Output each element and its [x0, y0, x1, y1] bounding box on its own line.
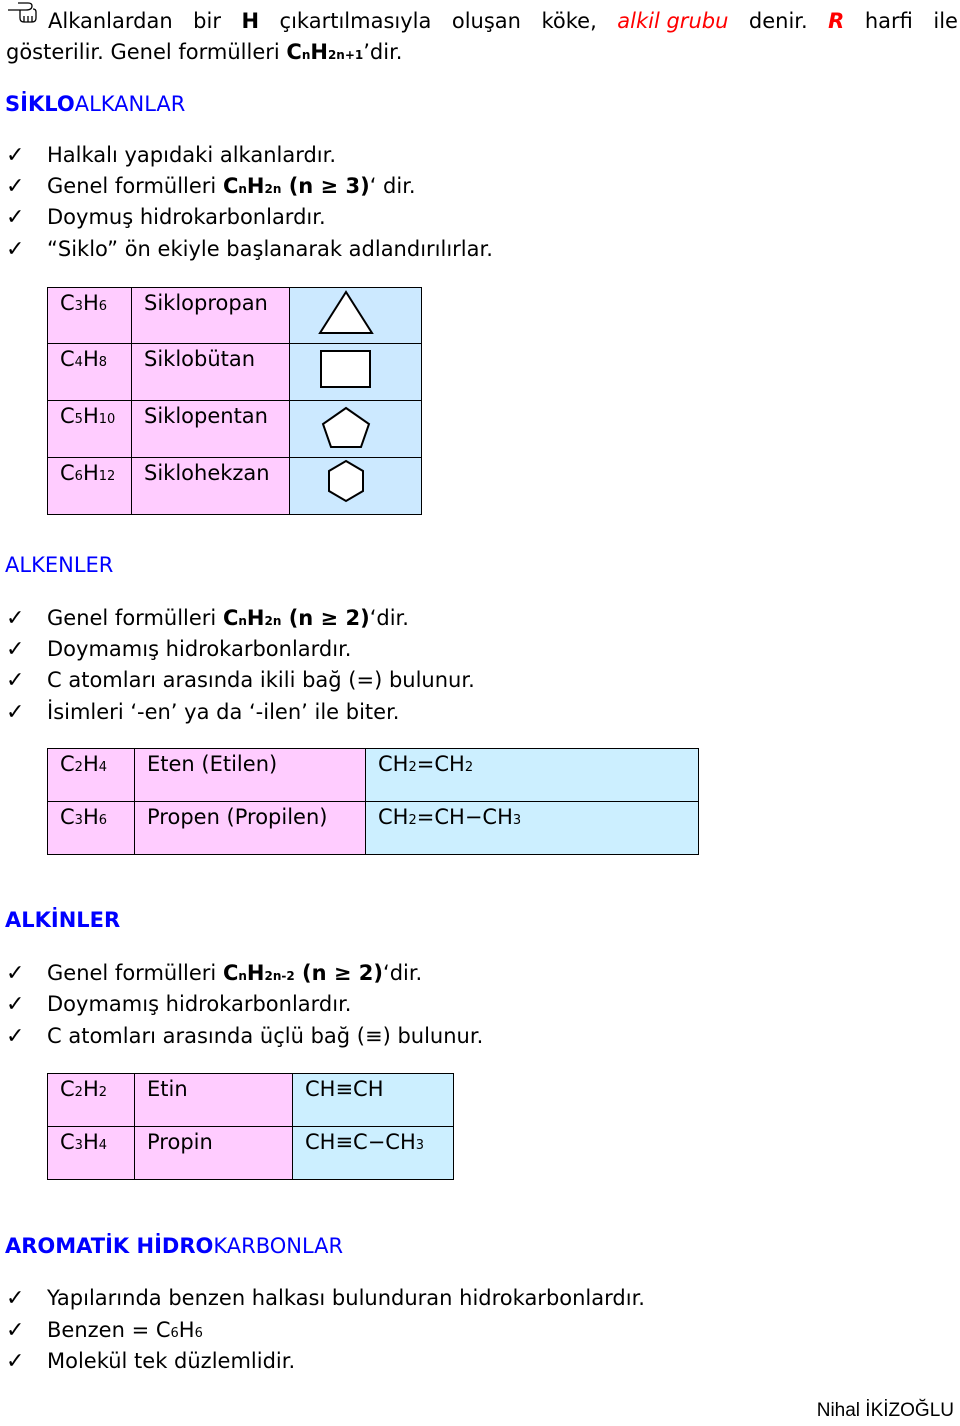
intro-word: oluşan [451, 9, 521, 33]
structure-cell [293, 1074, 454, 1127]
bullet-text: Genel formülleri [47, 606, 223, 630]
compound-name: Siklopropan [144, 291, 268, 315]
heading-part: KARBONLAR [213, 1234, 344, 1258]
bullet-text: Doymamış hidrokarbonlardır. [47, 992, 352, 1016]
formula-c: C [60, 805, 75, 829]
compound-name: Eten (Etilen) [147, 752, 278, 776]
bullet-text: C atomları arasında ikili bağ (=) bulunur. [47, 668, 475, 692]
check-icon: ✓ [6, 1024, 25, 1049]
section-heading-alkinler: ALKİNLER [5, 908, 121, 932]
bullet-text: Halkalı yapıdaki alkanlardır. [47, 143, 337, 167]
check-icon: ✓ [6, 1318, 25, 1343]
formula-c: C [222, 174, 239, 198]
bullet-formula [47, 1318, 203, 1342]
name-cell [135, 802, 366, 855]
formula-index: 12 [98, 469, 116, 484]
formula-cell [48, 749, 135, 802]
bullet-text: Benzen = C [47, 1318, 171, 1342]
formula-index: 3 [415, 1138, 425, 1153]
formula-h: H [82, 291, 99, 315]
compound-name: Propen (Propilen) [147, 805, 328, 829]
check-icon: ✓ [6, 668, 25, 693]
formula-h: H [82, 1130, 99, 1154]
formula-index: 2 [74, 760, 83, 775]
structure-part: CH≡CH [305, 1077, 384, 1101]
formula-c: C [286, 40, 302, 64]
formula-index: 2 [408, 760, 417, 775]
pentagon-icon [290, 401, 421, 452]
alkyne-table [47, 1073, 454, 1180]
formula-h: H [178, 1318, 195, 1342]
name-cell [132, 458, 290, 515]
check-icon: ✓ [6, 237, 25, 262]
bullet-text: İsimleri ‘-en’ ya da ‘-ilen’ ile biter. [47, 700, 400, 724]
name-cell [135, 749, 366, 802]
check-icon: ✓ [6, 143, 25, 168]
formula-index: 4 [98, 760, 108, 775]
structure-part: −CH [464, 805, 513, 829]
intro-word: ile [933, 9, 958, 33]
formula-index: 2 [74, 1085, 83, 1100]
structure-cell [366, 749, 699, 802]
compound-name: Siklopentan [144, 404, 268, 428]
formula-c: C [60, 347, 75, 371]
structure-part: CH≡C−CH [305, 1130, 416, 1154]
bullet-text: ‘dir. [369, 606, 409, 630]
compound-name: Propin [147, 1130, 213, 1154]
check-icon: ✓ [6, 961, 25, 986]
formula-index: 6 [170, 1326, 179, 1341]
heading-part: ALKANLAR [74, 92, 186, 116]
section-heading-sikloalkanlar [5, 92, 185, 116]
formula-cell [48, 344, 132, 401]
bullet-text: Genel formülleri [47, 174, 223, 198]
intro-word: bir [193, 9, 221, 33]
bullet-text: Genel formülleri [47, 961, 223, 985]
bullet-formula [47, 174, 416, 198]
formula-c: C [60, 1130, 75, 1154]
formula-index: n [238, 182, 247, 196]
table-row [48, 288, 422, 344]
bullet-text: C atomları arasında üçlü bağ (≡) bulunur. [47, 1024, 484, 1048]
bullet-text: ‘dir. [383, 961, 423, 985]
bullet-formula [47, 606, 409, 630]
formula-c: C [60, 1077, 75, 1101]
formula-index: 3 [74, 1138, 83, 1153]
intro-word: köke, [541, 9, 597, 33]
bullet-formula [47, 961, 422, 985]
check-icon: ✓ [6, 992, 25, 1017]
triangle-icon [290, 288, 421, 338]
formula-h: H [82, 404, 99, 428]
structure-part: =CH [416, 752, 465, 776]
formula-condition: (n ≥ 2) [294, 961, 384, 985]
formula-index: 6 [98, 299, 108, 314]
bullet-text: Doymamış hidrokarbonlardır. [47, 637, 352, 661]
formula-h: H [310, 40, 328, 64]
name-cell [132, 288, 290, 344]
formula-c: C [222, 606, 239, 630]
formula-index: 6 [194, 1326, 203, 1341]
formula-index: 2 [464, 760, 474, 775]
formula-h: H [246, 961, 265, 985]
intro-text: ’dir. [363, 40, 403, 64]
formula-index: 2n [264, 182, 282, 196]
name-cell [135, 1074, 293, 1127]
shape-cell [290, 458, 422, 515]
table-row [48, 1074, 454, 1127]
pointing-hand-icon [6, 0, 40, 33]
formula-h: H [82, 752, 99, 776]
structure-part: CH [378, 805, 409, 829]
section-heading-alkenler: ALKENLER [5, 553, 114, 577]
alkyl-group-term: alkil grubu [617, 9, 729, 33]
formula-index: 4 [98, 1138, 108, 1153]
formula-c: C [60, 404, 75, 428]
formula-condition: (n ≥ 2) [281, 606, 370, 630]
name-cell [132, 344, 290, 401]
formula-h: H [82, 805, 99, 829]
formula-index: 2 [408, 813, 417, 828]
table-row [48, 1127, 454, 1180]
formula-index: n [238, 614, 247, 628]
structure-cell [293, 1127, 454, 1180]
hexagon-icon [290, 458, 421, 509]
check-icon: ✓ [6, 606, 25, 631]
formula-h: H [82, 1077, 99, 1101]
table-row [48, 802, 699, 855]
heading-part: SİKLO [5, 92, 75, 116]
bullet-text: Doymuş hidrokarbonlardır. [47, 205, 326, 229]
intro-text: gösterilir. Genel formülleri [6, 40, 287, 64]
check-icon: ✓ [6, 1286, 25, 1311]
formula-c: C [222, 961, 239, 985]
check-icon: ✓ [6, 637, 25, 662]
table-row [48, 458, 422, 515]
formula-cell [48, 1074, 135, 1127]
formula-h: H [82, 461, 99, 485]
intro-word: çıkartılmasıyla [279, 9, 432, 33]
shape-cell [290, 344, 422, 401]
formula-cell [48, 401, 132, 458]
formula-condition: (n ≥ 3) [281, 174, 370, 198]
check-icon: ✓ [6, 1349, 25, 1374]
formula-index: 10 [98, 412, 116, 427]
table-row [48, 401, 422, 458]
bullet-text: Molekül tek düzlemlidir. [47, 1349, 296, 1373]
intro-word: denir. [748, 9, 808, 33]
formula-index: 3 [512, 813, 522, 828]
formula-c: C [60, 291, 75, 315]
formula-h: H [82, 347, 99, 371]
shape-cell [290, 288, 422, 344]
structure-part: =CH [416, 805, 465, 829]
intro-word: harfi [864, 9, 913, 33]
intro-line-1 [48, 9, 958, 33]
formula-index: 6 [98, 813, 108, 828]
section-heading-aromatik [5, 1234, 343, 1258]
formula-cell [48, 288, 132, 344]
formula-index: 2n+1 [327, 48, 364, 62]
formula-index: 2n [264, 614, 282, 628]
formula-c: C [60, 461, 75, 485]
cycloalkane-table [47, 287, 422, 515]
name-cell [135, 1127, 293, 1180]
check-icon: ✓ [6, 174, 25, 199]
formula-cell [48, 458, 132, 515]
formula-index: 2 [98, 1085, 108, 1100]
intro-word: Alkanlardan [48, 9, 173, 33]
formula-index: 8 [98, 355, 108, 370]
formula-c: C [60, 752, 75, 776]
formula-index: 3 [74, 813, 83, 828]
formula-cell [48, 1127, 135, 1180]
table-row [48, 344, 422, 401]
formula-index: 4 [74, 355, 83, 370]
check-icon: ✓ [6, 700, 25, 725]
intro-word: H [241, 9, 260, 33]
shape-cell [290, 401, 422, 458]
formula-index: 2n-2 [264, 969, 295, 983]
structure-part: CH [378, 752, 409, 776]
alkene-table [47, 748, 699, 855]
formula-index: n [238, 969, 247, 983]
formula-index: n [301, 48, 311, 62]
formula-index: 3 [74, 299, 83, 314]
formula-cell [48, 802, 135, 855]
bullet-text: Yapılarında benzen halkası bulunduran hidrokarbonlardır. [47, 1286, 645, 1310]
structure-cell [366, 802, 699, 855]
table-row [48, 749, 699, 802]
compound-name: Siklohekzan [144, 461, 270, 485]
heading-part: AROMATİK HİDRO [5, 1234, 214, 1258]
name-cell [132, 401, 290, 458]
intro-line-2 [6, 40, 402, 64]
formula-h: H [246, 174, 265, 198]
formula-h: H [246, 606, 265, 630]
compound-name: Siklobütan [144, 347, 256, 371]
bullet-text: “Siklo” ön ekiyle başlanarak adlandırılırlar. [47, 237, 493, 261]
bullet-text: ‘ dir. [369, 174, 416, 198]
r-symbol: R [828, 9, 845, 33]
check-icon: ✓ [6, 205, 25, 230]
author-signature: Nihal İKİZOĞLU [816, 1400, 954, 1421]
square-icon [290, 344, 421, 395]
formula-index: 5 [74, 412, 83, 427]
compound-name: Etin [147, 1077, 188, 1101]
formula-index: 6 [74, 469, 83, 484]
